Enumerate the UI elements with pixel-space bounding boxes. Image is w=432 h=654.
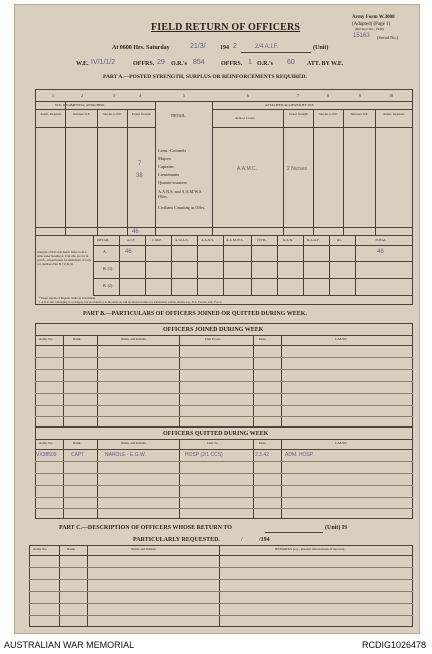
quitted-row-line-5 <box>35 508 413 509</box>
quitted-divider-3 <box>179 439 180 519</box>
detail-row-b2: B. (2) <box>103 283 113 288</box>
unit-value: 2/4 A.I.F. <box>255 44 279 50</box>
head-posted-2: Posted Strength <box>289 112 308 116</box>
part-a-table <box>35 89 413 305</box>
head-surplus-2: Surplus to W.E. <box>319 112 338 116</box>
col-number-1: 1 <box>52 93 54 98</box>
joined-title: OFFICERS JOINED DURING WEEK <box>163 327 264 333</box>
serial-number-value: 15163 <box>353 33 370 39</box>
part-a-head-line-left <box>35 127 155 128</box>
hw-quitted-name: NAROLE - E.G.W. <box>105 452 146 458</box>
joined-row-line-5 <box>35 405 413 406</box>
serial-number-label: (Serial No.) <box>377 35 399 40</box>
hw-posted-captains: 7 <box>138 161 142 167</box>
col-number-8: 8 <box>327 93 329 98</box>
quitted-divider-2 <box>97 439 98 519</box>
quitted-row-line-2 <box>35 473 413 474</box>
rank-aans: A.A.N.S. and A.A.M.W.S. Offrs. <box>158 189 203 200</box>
joined-row-line-6 <box>35 416 413 417</box>
rank-civilians: Civilians Counting as Offrs. <box>158 205 206 210</box>
col-divider-7 <box>313 109 314 235</box>
attached-group-heading: ATTACHED ALLOWED BY W.E. <box>265 103 315 107</box>
offrs-value: 29 <box>157 59 165 66</box>
part-c-head-rank: Rank. <box>67 547 76 551</box>
offrs-attached-label: OFFRS. <box>221 61 243 67</box>
col-number-10: 10 <box>389 93 393 98</box>
col-number-7: 7 <box>297 93 299 98</box>
col-divider-9 <box>375 109 376 235</box>
head-surplus-1: Surplus to W.E. <box>103 112 122 116</box>
detail-head-awas: A.W.A.S. <box>175 238 189 242</box>
date-line-label: At 0600 Hrs. Saturday <box>112 45 170 51</box>
quitted-head-rank: Rank. <box>73 441 82 445</box>
head-arm-corps: Arm or Corps. <box>235 116 256 120</box>
col-number-3: 3 <box>113 93 115 98</box>
part-a-total-line <box>35 227 413 228</box>
detail-divider-5 <box>251 235 252 295</box>
quitted-divider-4 <box>253 439 254 519</box>
hw-attached-posted: 2 Nurses <box>287 166 308 172</box>
col-number-4: 4 <box>139 93 141 98</box>
joined-row-line-4 <box>35 393 413 394</box>
detail-head-aif: A.I.F. <box>127 238 135 242</box>
quitted-head-unit-to: Unit To. <box>207 441 219 445</box>
ors-value: 854 <box>193 59 205 66</box>
quitted-head-cause: CAUSE. <box>335 441 348 445</box>
ors-attached-value: 60 <box>287 59 295 66</box>
part-c-row-line-2 <box>29 579 413 580</box>
quitted-title-line <box>35 439 413 440</box>
we-value: IV/1/1/2 <box>91 59 116 66</box>
joined-row-line-1 <box>35 357 413 358</box>
detail-row-line-3 <box>93 295 413 296</box>
part-a-number-row-line <box>35 101 413 102</box>
detail-row-line-2 <box>93 278 413 279</box>
detail-divider-7 <box>303 235 304 295</box>
part-c-head-army-no: Army No. <box>33 547 48 551</box>
col-number-2: 2 <box>81 93 83 98</box>
joined-head-date: Date. <box>259 337 267 341</box>
hw-quitted-date: 2.3.42 <box>255 452 269 458</box>
col-divider-8 <box>343 109 344 235</box>
ors-label: O.R.'s <box>171 61 188 67</box>
part-c-unit-is: (Unit) IS <box>325 525 348 531</box>
army-form-adapted: (Adapted) (Page 1) <box>352 22 391 27</box>
detail-row-a: A. <box>103 249 107 254</box>
we-label: W.E. <box>76 61 89 67</box>
quitted-divider-1 <box>63 439 64 519</box>
offrs-attached-value: 1 <box>248 59 252 66</box>
part-c-unit-underline <box>265 532 323 533</box>
part-c-head-remarks: REMARKS (e.g., present whereabouts if known). <box>275 547 345 551</box>
rank-majors: Majors <box>158 156 171 161</box>
joined-head-army-no: Army No. <box>39 337 54 341</box>
detail-row-b1: B. (1) <box>103 266 113 271</box>
part-c-head-name: Name and Initials <box>131 547 156 551</box>
quitted-head-line <box>35 449 413 450</box>
detail-divider-9 <box>355 235 356 295</box>
col-number-6: 6 <box>247 93 249 98</box>
att-by-we-label: ATT. BY W.E. <box>307 61 344 67</box>
detail-head-aamws: A.A.M.W.S. <box>226 238 244 242</box>
part-c-row-line-5 <box>29 615 413 616</box>
col-number-9: 9 <box>359 93 361 98</box>
detail-label: DETAIL <box>97 238 110 242</box>
footer-archive-name: AUSTRALIAN WAR MEMORIAL <box>4 640 135 650</box>
head-reinfs-required-2: Reinfs. Required. <box>383 112 405 116</box>
head-deficient-2: Deficient W.E. <box>350 112 369 116</box>
part-c-year: /194 <box>259 537 270 543</box>
head-deficient-1: Deficient W.E. <box>72 112 91 116</box>
form-sheet <box>14 4 420 634</box>
joined-row-line-3 <box>35 381 413 382</box>
we-group-line <box>35 109 155 110</box>
hw-detail-aif: 46 <box>125 249 132 255</box>
detail-head-total: TOTAL. <box>375 238 388 242</box>
head-detail: DETAIL. <box>171 113 187 118</box>
date-value: 21/3/ <box>190 43 206 50</box>
part-c-requested: PARTICULARLY REQUESTED. <box>133 537 220 543</box>
offrs-label: OFFRS. <box>133 61 155 67</box>
hw-detail-total: 46 <box>377 249 384 255</box>
army-form-number: Army Form W.3008 <box>352 15 395 20</box>
detail-head-ran: R.A.N. <box>283 238 294 242</box>
army-form-revised: (Revised Jan., 1940) <box>355 27 384 31</box>
joined-head-rank: Rank. <box>73 337 82 341</box>
detail-head-aans: A.A.N.S. <box>201 238 215 242</box>
detail-side-note: Analysis of Part A in detail. Refer to ALL units under heading A. Unit who are not in part B., all particulars for inhabitants of both col. numbers Part B. (1) & (2). <box>37 250 91 266</box>
archive-footer <box>0 636 432 654</box>
head-reinfs-required-1: Reinfs. Required. <box>40 112 62 116</box>
part-a-footnote-2: † A.N.Z. &c. belonging to a category not provided for in the analysis will be shown in this Col. Particulars will be shown, e.g., N.Z. Forces, U.K. Force. <box>39 300 222 304</box>
year-value: 2 <box>233 43 237 50</box>
part-c-date-blank: / <box>241 537 243 543</box>
joined-head-cause: CAUSE. <box>335 337 348 341</box>
detail-head-etc: &c. <box>337 238 343 242</box>
detail-head-line <box>93 245 413 246</box>
rank-lieutenants: Lieutenants <box>158 172 179 177</box>
rank-quarter-masters: Quarter-masters <box>158 180 187 185</box>
quitted-row-line-3 <box>35 485 413 486</box>
hw-total-posted: 46 <box>132 229 139 235</box>
col-divider-2 <box>97 109 98 235</box>
detail-divider-3 <box>197 235 198 295</box>
we-group-heading: W.E. REGIMENTAL ATTACHED. <box>55 103 105 107</box>
hw-posted-lieutenants: 38 <box>136 173 143 179</box>
unit-underline <box>241 52 311 53</box>
col-divider-6 <box>283 109 284 235</box>
detail-divider-0 <box>119 235 120 295</box>
quitted-title: OFFICERS QUITTED DURING WEEK <box>163 431 269 437</box>
joined-head-name: Name and Initials. <box>121 337 147 341</box>
detail-divider-4 <box>223 235 224 295</box>
joined-row-line-2 <box>35 369 413 370</box>
joined-head-line <box>35 345 413 346</box>
joined-table <box>35 323 413 427</box>
joined-title-line <box>35 335 413 336</box>
head-posted-1: Posted Strength <box>132 112 151 116</box>
detail-row-line-1 <box>93 261 413 262</box>
detail-head-raaf: R.A.A.F. <box>307 238 320 242</box>
footer-record-id: RCDIG1026478 <box>361 640 426 650</box>
unit-label: (Unit) <box>313 45 329 51</box>
part-c-row-line-3 <box>29 591 413 592</box>
quitted-head-name: Name and Initials. <box>121 441 147 445</box>
detail-left-border <box>93 235 94 295</box>
quitted-head-date: Date. <box>259 441 267 445</box>
part-a-footnote-1: * Insert details of Regular ranks on attachment. <box>39 296 96 300</box>
year-label: 194 <box>220 45 229 51</box>
hw-quitted-unit: HOSP (2/1 CCS) <box>185 452 223 458</box>
quitted-head-army-no: Army No. <box>39 441 54 445</box>
rank-lieut-colonels: Lieut.-Colonels <box>158 148 187 153</box>
col-divider-4 <box>155 101 156 235</box>
detail-divider-8 <box>329 235 330 295</box>
part-c-title: PART C.—DESCRIPTION OF OFFICERS WHOSE RETURN TO <box>59 525 232 531</box>
part-a-total-line-bottom <box>35 235 413 236</box>
detail-divider-6 <box>277 235 278 295</box>
rank-captains: Captains <box>158 164 174 169</box>
quitted-row-line-4 <box>35 497 413 498</box>
detail-divider-2 <box>171 235 172 295</box>
col-divider-5 <box>212 101 213 235</box>
hw-arm-corps: A.A.M.C. <box>237 166 258 172</box>
col-number-5: 5 <box>183 93 185 98</box>
detail-head-cmf: C.M.F. <box>152 238 162 242</box>
part-b-title: PART B.—PARTICULARS OF OFFICERS JOINED OR QUITTED DURING WEEK. <box>83 311 307 317</box>
quitted-divider-5 <box>281 439 282 519</box>
hw-quitted-cause: ADM. HOSP. <box>285 452 314 458</box>
form-title: FIELD RETURN OF OFFICERS <box>151 22 301 33</box>
detail-divider-1 <box>145 235 146 295</box>
hw-quitted-army-no: VX38509 <box>36 452 57 458</box>
quitted-row-line-1 <box>35 461 413 462</box>
part-a-title: PART A.—POSTED STRENGTH, SURPLUS OR REINFORCEMENTS REQUIRED. <box>103 74 307 80</box>
joined-head-unit-from: Unit From. <box>205 337 221 341</box>
col-divider-1 <box>65 101 66 235</box>
detail-head-civil: CIVIL. <box>257 238 268 242</box>
part-c-row-line-1 <box>29 567 413 568</box>
part-c-row-line-4 <box>29 603 413 604</box>
hw-quitted-rank: CAPT <box>71 452 85 458</box>
col-divider-3 <box>127 109 128 235</box>
ors-attached-label: O.R.'s <box>257 61 274 67</box>
